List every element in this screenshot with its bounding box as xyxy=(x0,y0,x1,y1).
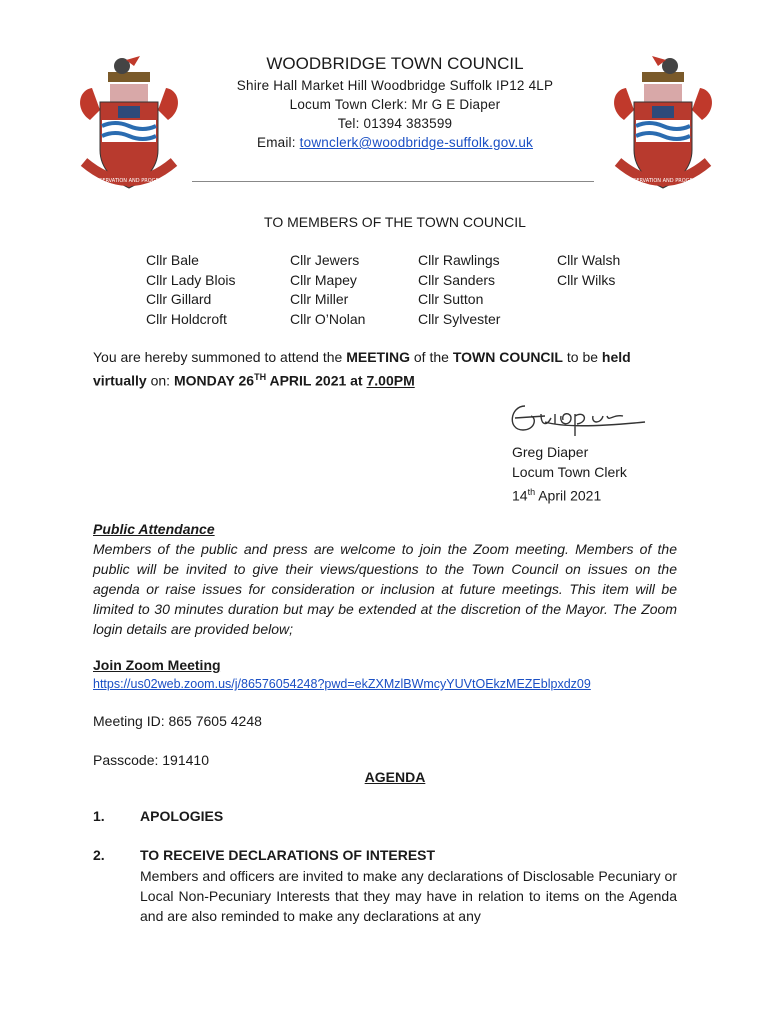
councillor-name: Cllr Bale xyxy=(146,252,199,268)
councillor-name: Cllr Walsh xyxy=(557,252,621,268)
members-heading: TO MEMBERS OF THE TOWN COUNCIL xyxy=(264,214,526,230)
councillor-name: Cllr Jewers xyxy=(290,252,360,268)
clerk-signature xyxy=(505,392,655,438)
passcode: Passcode: 191410 xyxy=(93,752,209,768)
agenda-item-heading: APOLOGIES xyxy=(140,808,224,824)
councillor-column-3 xyxy=(418,251,500,329)
clerk-role: Locum Town Clerk xyxy=(512,464,627,480)
councillor-name: Cllr O’Nolan xyxy=(290,310,366,327)
header-divider xyxy=(192,181,594,182)
councillor-column-1 xyxy=(146,251,235,329)
meeting-id: Meeting ID: 865 7605 4248 xyxy=(93,713,262,729)
council-address: Shire Hall Market Hill Woodbridge Suffolk IP12 4LP xyxy=(236,78,554,93)
councillor-name: Cllr Lady Blois xyxy=(146,271,236,288)
council-name: WOODBRIDGE TOWN COUNCIL xyxy=(266,54,524,73)
zoom-link[interactable]: https://us02web.zoom.us/j/86576054248?pwd=ekZXMzlBWmcyYUVtOEkzMEZEblpxdz09 xyxy=(93,677,591,691)
agenda-title: AGENDA xyxy=(364,769,426,785)
email-line xyxy=(190,135,600,150)
svg-text:PRESERVATION AND PROGRESS: PRESERVATION AND PROGRESS xyxy=(89,178,169,184)
councillor-name: Cllr Sylvester xyxy=(418,310,501,327)
council-crest-right-icon xyxy=(604,50,722,200)
public-attendance-heading: Public Attendance xyxy=(93,521,215,537)
telephone-line: Tel: 01394 383599 xyxy=(337,116,453,131)
councillor-name: Cllr Wilks xyxy=(557,271,616,288)
council-crest-left-icon xyxy=(70,50,188,200)
councillor-name: Cllr Holdcroft xyxy=(146,310,227,327)
email-link[interactable]: townclerk@woodbridge-suffolk.gov.uk xyxy=(299,135,533,150)
signature-block xyxy=(512,442,627,506)
agenda-item-text: Members and officers are invited to make any declarations of Disclosable Pecuniary or Local Non-Pecuniary Interests that they may have in relation to items on the Agenda and are also reminded to make any declarations at any xyxy=(140,868,677,924)
councillor-name: Cllr Gillard xyxy=(146,291,212,307)
clerk-line: Locum Town Clerk: Mr G E Diaper xyxy=(289,97,501,112)
email-label: Email: xyxy=(257,135,296,150)
public-attendance-text: Members of the public and press are welcome to join the Zoom meeting. Members of the public will be invited to give their views/questions to the Town Council on issues on the agenda or raise issues for consideration or inclusion at future meetings. This item will be limited to 30 minutes duration but may be extended at the discretion of the Mayor. The Zoom login details are provided below; xyxy=(93,541,677,637)
clerk-name: Greg Diaper xyxy=(512,444,589,460)
svg-text:PRESERVATION AND PROGRESS: PRESERVATION AND PROGRESS xyxy=(623,178,703,184)
councillor-name: Cllr Rawlings xyxy=(418,252,500,268)
councillor-name: Cllr Mapey xyxy=(290,271,357,288)
councillor-name: Cllr Miller xyxy=(290,291,349,307)
agenda-item-number: 2. xyxy=(93,847,105,863)
councillor-name: Cllr Sanders xyxy=(418,271,496,288)
agenda-item-heading: TO RECEIVE DECLARATIONS OF INTEREST xyxy=(140,847,436,863)
summons-text: You are hereby summoned to attend the MEETING of the TOWN COUNCIL to be held virtually on: MONDAY 26TH APRIL 2021 at 7.00PM xyxy=(93,349,631,389)
zoom-heading: Join Zoom Meeting xyxy=(93,657,221,673)
councillor-name: Cllr Sutton xyxy=(418,291,484,307)
letter-date: 14th April 2021 xyxy=(512,487,602,504)
agenda-item-number: 1. xyxy=(93,808,105,824)
councillor-column-4 xyxy=(557,251,620,290)
councillor-column-2 xyxy=(290,251,365,329)
